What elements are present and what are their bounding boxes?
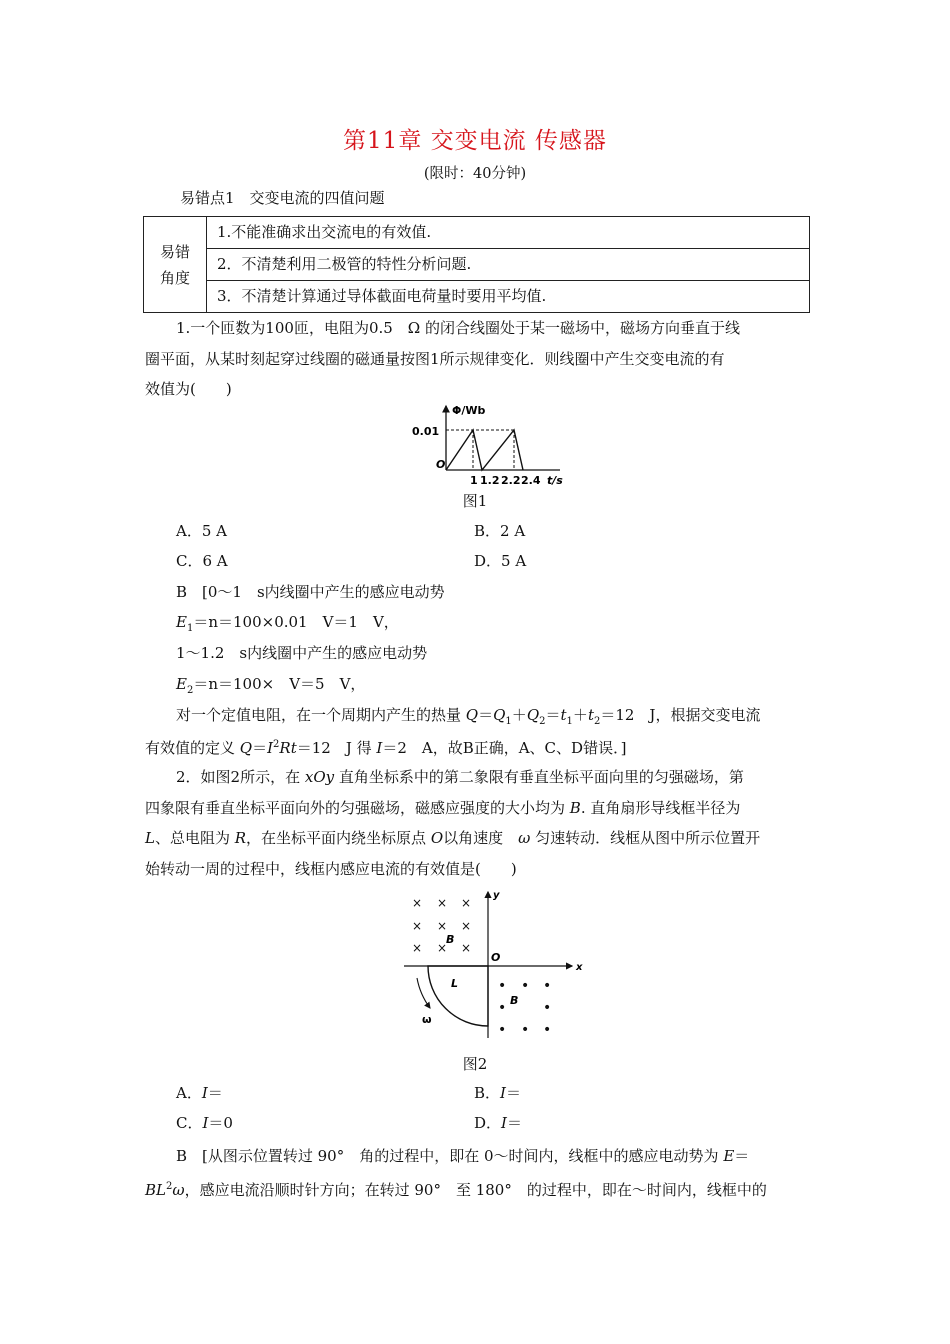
figure-2-caption: 图2 [462,1055,488,1073]
page-title: 第11章 交变电流 传感器 [343,128,607,154]
q1-line: 1.一个匝数为100匝，电阻为0.5 Ω 的闭合线圈处于某一磁场中，磁场方向垂直于线 [176,319,741,337]
sector-wire-frame [428,966,488,1026]
section-heading: 易错点1 交变电流的四值问题 [180,189,385,207]
field-cross: × [437,896,448,910]
q1-rms-definition: 有效值的定义 $Q=I^2Rt=12$ J 得 I＝2 A，故B正确，A、C、D错误．] [145,739,627,757]
q1-option-d: D．5 A [474,552,527,570]
q2-option-d: D．I＝ [474,1114,522,1132]
q1-option-a: A．5 A [176,522,227,540]
field-cross: × [412,896,423,910]
q2-option-c: C．I＝0 [176,1114,233,1132]
q1-equation-e1: $E_1=n=100\times 0.01$ V＝1 V， [176,613,399,634]
x-tick-label: 2.2 [501,474,521,487]
y-axis-label: Φ/Wb [452,404,486,417]
origin-label: O [436,458,446,471]
field-out-of-page [498,978,551,1038]
figure-1-flux-graph [410,400,580,488]
field-cross: × [461,896,472,910]
q2-line: 2．如图2所示，在 xOy 直角坐标系中的第二象限有垂直坐标平面向里的匀强磁场，第 [176,768,744,786]
q1-answer-line: B [0～1 s内线圈中产生的感应电动势 [176,583,445,601]
error-item: 2．不清楚利用二极管的特性分析问题. [207,249,809,281]
field-cross: × [412,919,423,933]
origin-label: O [491,951,501,964]
field-cross: × [437,919,448,933]
field-label-lower: B [510,994,519,1007]
error-angle-header: 易错 角度 [144,217,207,313]
y-axis-label: y [493,890,500,901]
field-cross: × [461,919,472,933]
figure-2-sector-diagram [400,886,590,1044]
q1-equation-e2: $E_2=n=100\times$ V＝5 V， [176,675,366,696]
field-cross: × [437,941,448,955]
field-dot: • [498,978,507,994]
field-dot: • [498,1000,507,1016]
field-dot: • [543,978,552,994]
q2-line: 始转动一周的过程中，线框内感应电流的有效值是( ) [145,860,517,878]
q1-line: 效值为( ) [145,380,232,398]
q2-answer-line: B [从图示位置转过 90° 角的过程中，即在 0～时间内，线框中的感应电动势为 E＝ [176,1147,750,1165]
q2-option-b: B．I＝ [474,1084,521,1102]
q1-option-c: C．6 A [176,552,228,570]
y-tick-label: 0.01 [412,425,440,438]
field-into-page [412,896,471,955]
x-axis-label: x [576,962,583,973]
radius-label: L [451,977,459,990]
q1-option-b: B．2 A [474,522,526,540]
field-dot: • [498,1022,507,1038]
x-axis-label: t/s [547,474,563,487]
time-limit: (限时：40分钟) [423,166,527,182]
error-item: 3．不清楚计算通过导体截面电荷量时要用平均值. [217,287,547,305]
field-dot: • [543,1022,552,1038]
q2-answer-line: $BL^2\omega$，感应电流沿顺时针方向；在转过 90° 至 180° 的过程中，即在～时间内，线框中的 [145,1181,767,1199]
q1-heat-equation: 对一个定值电阻，在一个周期内产生的热量 $Q=Q_1+Q_2=t_1+t_2=12$ J，根据交变电流 [176,706,761,727]
q2-line: L、总电阻为 R，在坐标平面内绕坐标原点 O以角速度 ω 匀速转动．线框从图中所示位置开 [145,829,761,847]
x-tick-label: 1.2 [480,474,500,487]
x-tick-label: 1 [470,474,478,487]
x-tick-label: 2.4 [521,474,541,487]
field-label-upper: B [446,933,455,946]
flux-curve [446,430,523,470]
q2-option-a: A．I＝ [176,1084,223,1102]
q2-line: 四象限有垂直坐标平面向外的匀强磁场，磁感应强度的大小均为 B. 直角扇形导线框半径为 [145,799,741,817]
error-angle-table [143,216,810,313]
q1-line: 圈平面，从某时刻起穿过线圈的磁通量按图1所示规律变化．则线圈中产生交变电流的有 [145,350,725,368]
field-dot: • [543,1000,552,1016]
omega-label: ω [422,1013,432,1026]
q1-answer-line: 1～1.2 s内线圈中产生的感应电动势 [176,644,428,662]
figure-1-caption: 图1 [462,492,488,510]
field-dot: • [521,978,530,994]
field-cross: × [461,941,472,955]
rotation-arrow [417,978,430,1008]
field-cross: × [412,941,423,955]
field-dot: • [521,1022,530,1038]
error-item: 1.不能准确求出交流电的有效值. [207,217,809,249]
error-angle-items [207,217,810,313]
